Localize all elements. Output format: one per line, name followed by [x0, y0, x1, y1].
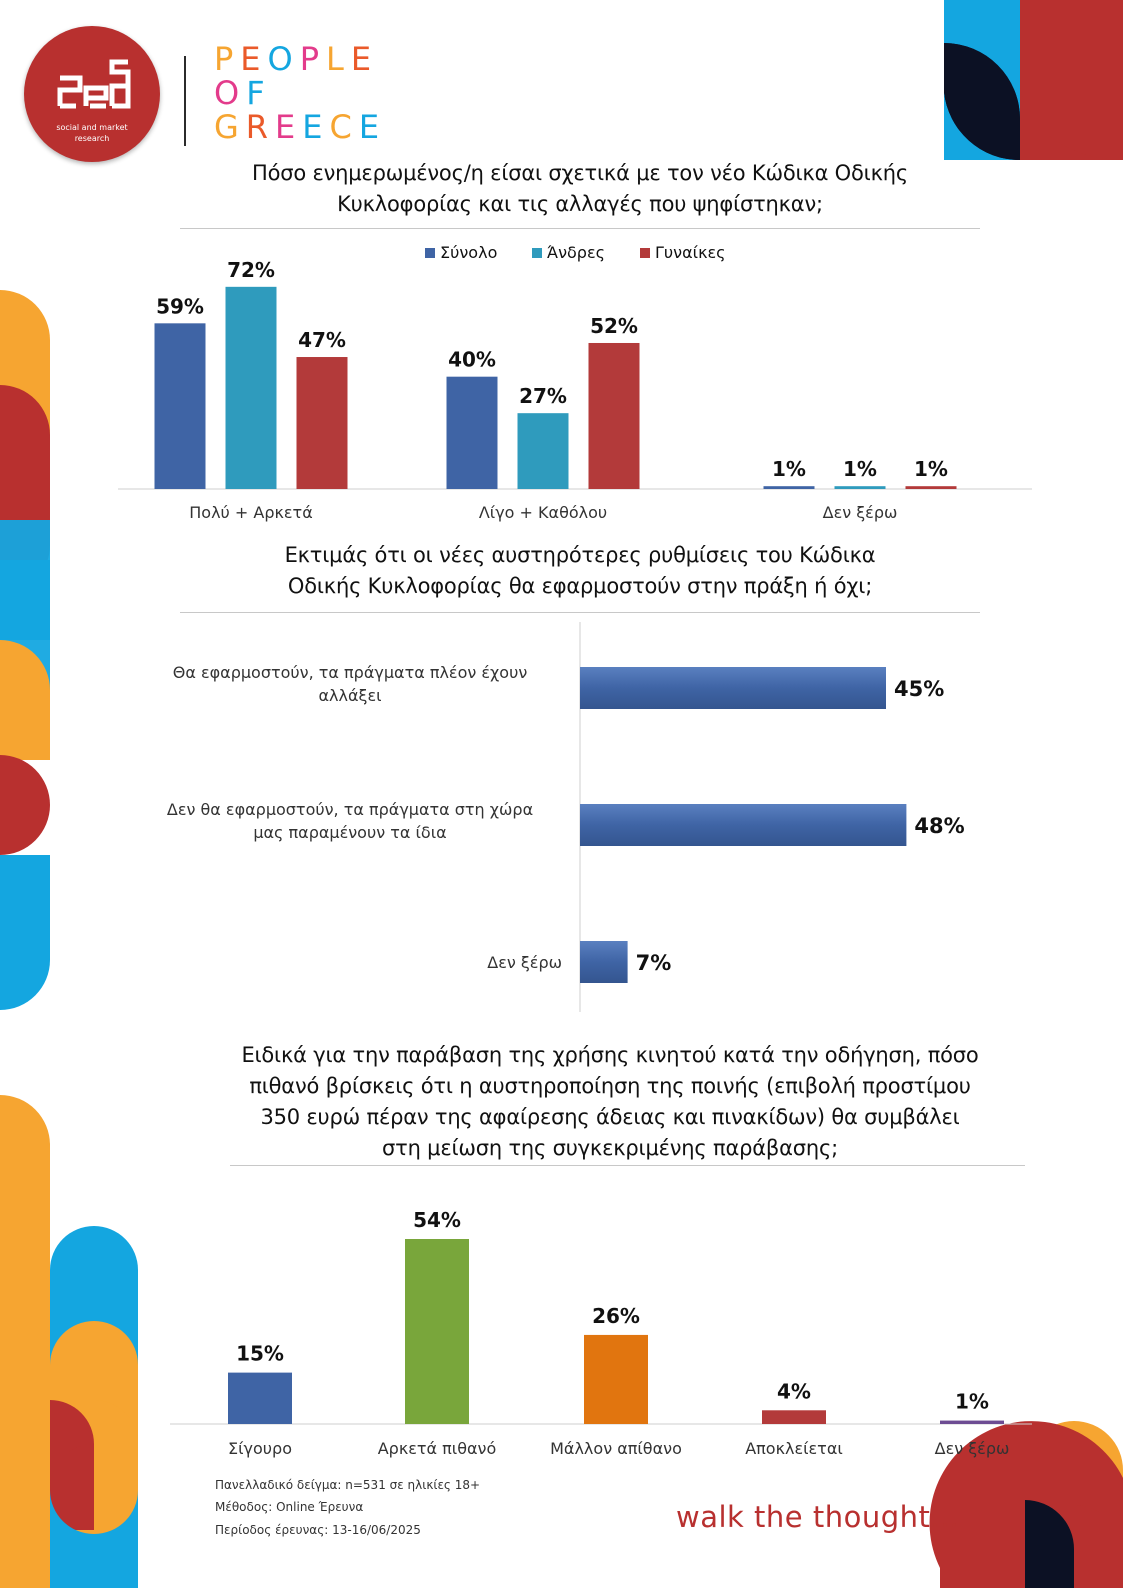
- chart3-data-label-3: 4%: [777, 1379, 811, 1404]
- chart2-data-label-2: 7%: [635, 951, 672, 975]
- chart3-data-label-1: 54%: [413, 1208, 461, 1232]
- chart1-title: Πόσο ενημερωμένος/η είσαι σχετικά με τον νέο Κώδικα Οδικής Κυκλοφορίας και τις αλλαγές που ψηφίστηκαν;: [252, 161, 908, 216]
- footnote-sample: Πανελλαδικό δείγμα: n=531 σε ηλικίες 18+: [215, 1478, 481, 1492]
- chart1-data-label-1-0: 40%: [448, 347, 496, 372]
- chart2-category-label-1-0: Δεν θα εφαρμοστούν, τα πράγματα στη χώρα: [166, 800, 534, 819]
- chart3-data-label-2: 26%: [592, 1303, 640, 1328]
- chart1-category-label-0: Πολύ + Αρκετά: [189, 503, 313, 522]
- chart3-title: Ειδικά για την παράβαση της χρήσης κινητού κατά την οδήγηση, πόσο πιθανό βρίσκεις ότι η αυστηροποίηση της ποινής (επιβολή προστίμου 350 ευρώ πέραν της αφαίρεσης άδειας και πινακίδων) θα συμβάλει στη μείωση της συγκεκριμένης παράβασης;: [241, 1043, 979, 1160]
- chart2-category-label-0-0: Θα εφαρμοστούν, τα πράγματα πλέον έχουν: [172, 663, 528, 682]
- chart1-data-label-0-0: 59%: [156, 294, 204, 319]
- chart3-bar-0: [228, 1373, 292, 1424]
- chart2-data-label-0: 45%: [894, 677, 945, 701]
- chart3-bar-4: [940, 1421, 1004, 1424]
- logo-caption: social and market research: [56, 123, 128, 143]
- chart2-category-label-0-1: αλλάξει: [318, 686, 382, 705]
- chart1-data-label-0-1: 72%: [227, 257, 275, 282]
- chart3-category-label-0: Σίγουρο: [228, 1439, 292, 1458]
- chart1-category-label-1: Λίγο + Καθόλου: [478, 503, 608, 522]
- chart3-data-label-4: 1%: [955, 1389, 989, 1414]
- series-title-line-2: OF: [214, 74, 272, 112]
- legend-item-women: Γυναίκες: [640, 243, 726, 262]
- brand-tagline: walk the thought...: [676, 1500, 960, 1534]
- chart3-bar-1: [405, 1239, 469, 1424]
- series-title-line-3: GREECE: [214, 108, 387, 146]
- chart3-bar-3: [762, 1410, 826, 1424]
- chart3-bar-2: [584, 1335, 648, 1424]
- chart1-data-label-2-0: 1%: [772, 457, 806, 482]
- footnote-method: Μέθοδος: Online Έρευνα: [215, 1500, 364, 1514]
- chart1-category-label-2: Δεν ξέρω: [822, 503, 898, 522]
- chart3-data-label-0: 15%: [236, 1341, 284, 1366]
- chart1-data-label-1-1: 27%: [519, 384, 567, 409]
- chart3-category-label-3: Αποκλείεται: [745, 1439, 843, 1458]
- chart2-title: Εκτιμάς ότι οι νέες αυστηρότερες ρυθμίσεις του Κώδικα Οδικής Κυκλοφορίας θα εφαρμοστούν στην πράξη ή όχι;: [284, 543, 876, 598]
- chart2-data-label-1: 48%: [914, 814, 965, 838]
- chart3-category-label-2: Μάλλον απίθανο: [550, 1439, 682, 1458]
- chart1-data-label-2-1: 1%: [843, 457, 877, 482]
- chart1-data-label-2-2: 1%: [914, 457, 948, 482]
- chart2-category-label-1-1: μας παραμένουν τα ίδια: [253, 823, 447, 842]
- chart3-category-label-4: Δεν ξέρω: [934, 1439, 1010, 1458]
- series-title-line-1: PEOPLE: [214, 40, 379, 78]
- chart2-category-label-2-0: Δεν ξέρω: [487, 953, 562, 972]
- chart1-data-label-1-2: 52%: [590, 313, 638, 338]
- chart1-data-label-0-2: 47%: [298, 328, 346, 353]
- legend-item-men: Άνδρες: [532, 243, 605, 262]
- footnote-period: Περίοδος έρευνας: 13-16/06/2025: [215, 1523, 421, 1537]
- legend-item-total: Σύνολο: [425, 243, 497, 262]
- chart3-category-label-1: Αρκετά πιθανό: [377, 1439, 497, 1458]
